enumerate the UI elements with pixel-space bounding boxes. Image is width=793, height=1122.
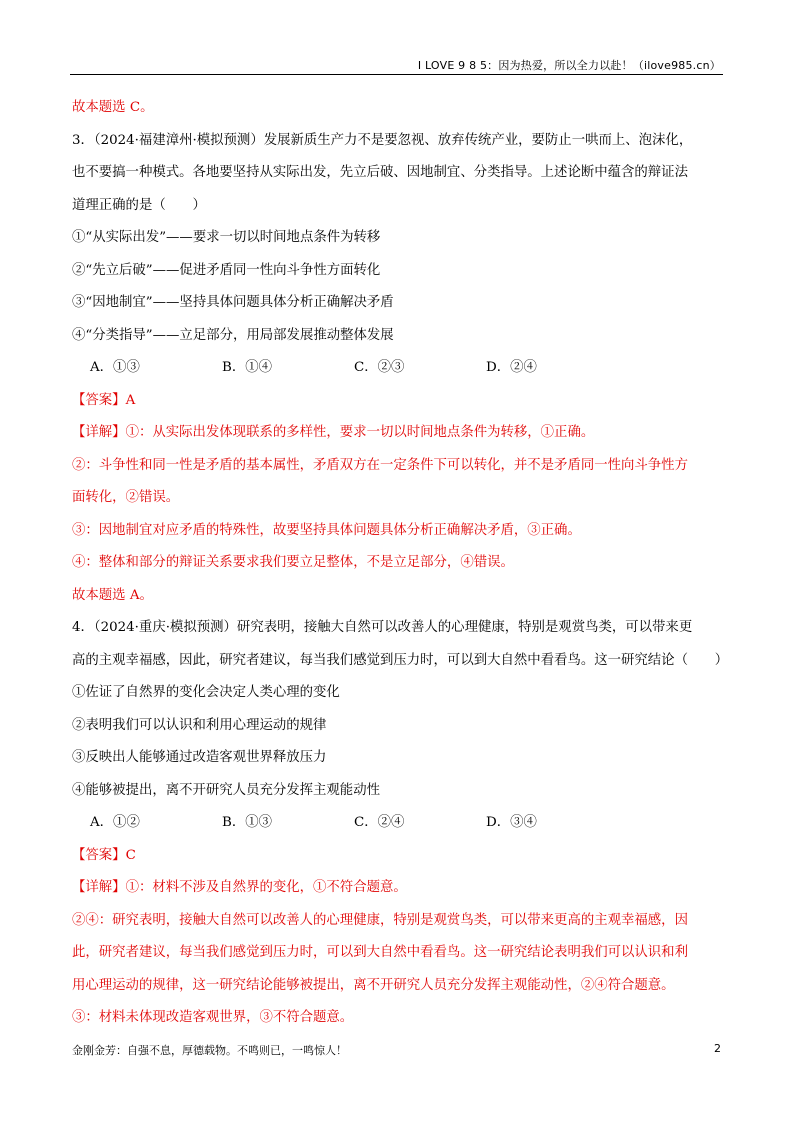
option-b: B．①④ — [222, 360, 273, 375]
answer-line — [72, 846, 722, 879]
question-4-stem: 4．（2024·重庆·模拟预测）研究表明，接触大自然可以改善人的心理健康，特别是观赏鸟类，可以带来更 — [72, 620, 693, 635]
statement-item: ①佐证了自然界的变化会决定人类心理的变化 — [72, 685, 340, 700]
page-header: I LOVE 9 8 5：因为热爱，所以全力以赴！（ilove985.cn） — [417, 59, 721, 72]
option-a: A．①③ — [90, 360, 140, 375]
explanation-tag: 【详解】 — [72, 425, 126, 440]
answer-value: A — [125, 392, 136, 408]
statement-item: ④能够被提出，离不开研究人员充分发挥主观能动性 — [72, 782, 380, 798]
statement-item: ①“从实际出发”——要求一切以时间地点条件为转移 — [72, 230, 381, 245]
answer-tag: 【答案】 — [72, 392, 126, 408]
answer-value: C — [125, 847, 136, 863]
explanation-text: ①：从实际出发体现联系的多样性，要求一切以时间地点条件为转移，①正确。 — [125, 425, 595, 440]
statement-item: ②表明我们可以认识和利用心理运动的规律 — [72, 717, 327, 733]
question-3-stem: 3．（2024·福建漳州·模拟预测）发展新质生产力不是要忽视、放弃传统产业，要防止一哄而上、泡沫化， — [72, 132, 693, 148]
option-c: C．②④ — [354, 815, 405, 830]
question-3-stem: 道理正确的是（ ） — [72, 197, 206, 213]
statement-item: ③反映出人能够通过改造客观世界释放压力 — [72, 750, 327, 765]
header-divider — [70, 74, 723, 75]
option-c: C．②③ — [354, 360, 405, 375]
answer-conclusion: 故本题选 C。 — [72, 100, 154, 115]
explanation-line — [72, 878, 722, 911]
answer-tag: 【答案】 — [72, 847, 126, 863]
option-b: B．①③ — [222, 815, 273, 830]
answer-line — [72, 391, 722, 424]
explanation-line: ②④：研究表明，接触大自然可以改善人的心理健康，特别是观赏鸟类，可以带来更高的主观幸福感，因 — [72, 912, 688, 928]
explanation-line: 此，研究者建议，每当我们感觉到压力时，可以到大自然中看看鸟。这一研究结论表明我们可以认识和利 — [72, 945, 688, 960]
statement-item: ②“先立后破”——促进矛盾同一性向斗争性方面转化 — [72, 262, 381, 278]
statement-item: ③“因地制宜”——坚持具体问题具体分析正确解决矛盾 — [72, 295, 394, 310]
explanation-line: 用心理运动的规律，这一研究结论能够被提出，离不开研究人员充分发挥主观能动性，②④符合题意。 — [72, 977, 675, 993]
explanation-text: ①：材料不涉及自然界的变化，①不符合题意。 — [125, 880, 407, 895]
explanation-line: 面转化，②错误。 — [72, 490, 180, 505]
question-3-stem: 也不要搞一种模式。各地要坚持从实际出发，先立后破、因地制宜、分类指导。上述论断中蕴含的辩证法 — [72, 165, 688, 180]
option-d: D．③④ — [486, 815, 537, 830]
question-3-options — [72, 358, 722, 391]
page-content — [72, 98, 729, 1041]
explanation-line: ③：因地制宜对应矛盾的特殊性，故要坚持具体问题具体分析正确解决矛盾，③正确。 — [72, 522, 581, 538]
explanation-tag: 【详解】 — [72, 880, 126, 895]
explanation-line — [72, 423, 722, 456]
explanation-line: ③：材料未体现改造客观世界，③不符合题意。 — [72, 1010, 354, 1025]
statement-item: ④“分类指导”——立足部分，用局部发展推动整体发展 — [72, 327, 394, 343]
option-d: D．②④ — [486, 360, 537, 375]
page-number: 2 — [714, 1042, 721, 1055]
footer-motto: 金刚金芳：自强不息，厚德载物。不鸣则已，一鸣惊人！ — [72, 1044, 347, 1057]
question-4-stem: 高的主观幸福感，因此，研究者建议，每当我们感觉到压力时，可以到大自然中看看鸟。这一研究结论（ ） — [72, 652, 729, 668]
question-4-options — [72, 813, 722, 846]
explanation-line: ④：整体和部分的辩证关系要求我们要立足整体，不是立足部分，④错误。 — [72, 555, 514, 570]
option-a: A．①② — [90, 815, 140, 830]
explanation-line: ②：斗争性和同一性是矛盾的基本属性，矛盾双方在一定条件下可以转化，并不是矛盾同一性向斗争性方 — [72, 457, 688, 473]
answer-conclusion: 故本题选 A。 — [72, 587, 153, 603]
